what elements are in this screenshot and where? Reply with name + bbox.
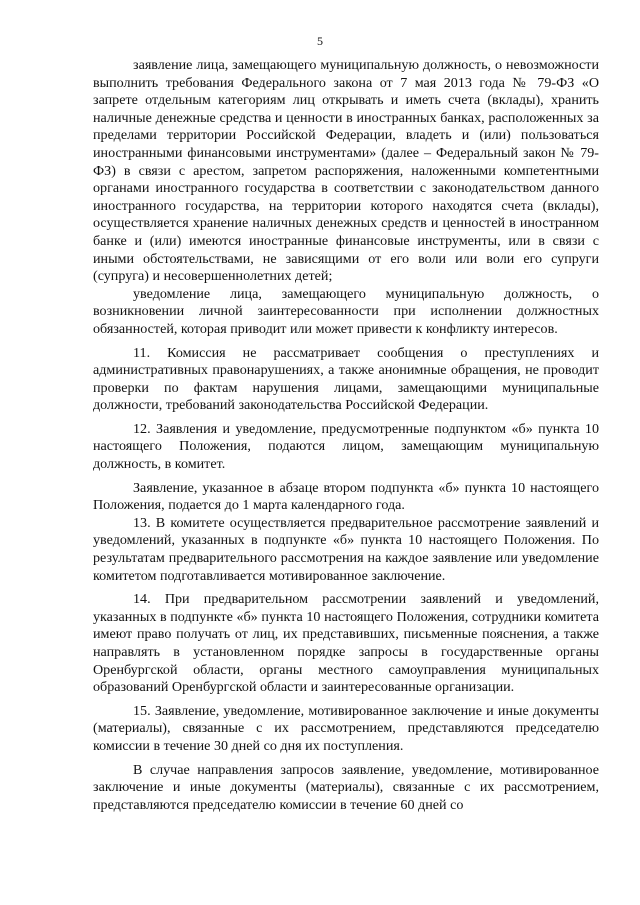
page-number: 5	[317, 34, 323, 48]
paragraph-uvedomlenie-konflikt: уведомление лица, замещающего муниципальную должность, о возникновении личной заинтересованности при исполнении должностных обязанностей, которая приводит или может привести к конфликту интересов.	[93, 285, 599, 337]
paragraph-item-12-deadline: Заявление, указанное в абзаце втором подпункта «б» пункта 10 настоящего Положения, подается до 1 марта календарного года.	[93, 479, 599, 514]
paragraph-item-15: 15. Заявление, уведомление, мотивированное заключение и иные документы (материалы), связанные с их рассмотрением, представляются председателю комиссии в течение 30 дней со дня их поступления.	[93, 702, 599, 754]
paragraph-item-14: 14. При предварительном рассмотрении заявлений и уведомлений, указанных в подпункте «б» пункта 10 настоящего Положения, сотрудники комитета имеют право получать от лиц, их представивших, письменные пояснения, а также направлять в установленном порядке запросы в государственные органы Оренбургской области, органы местного самоуправления муниципальных образований Оренбургской области и заинтересованные организации.	[93, 591, 599, 696]
document-body	[93, 57, 599, 814]
paragraph-item-13: 13. В комитете осуществляется предварительное рассмотрение заявлений и уведомлений, указанных в подпункте «б» пункта 10 настоящего Положения. По результатам предварительного рассмотрения на каждое заявление или уведомление комитетом подготавливается мотивированное заключение.	[93, 514, 599, 584]
paragraph-item-12: 12. Заявления и уведомление, предусмотренные подпунктом «б» пункта 10 настоящего Положения, подаются лицом, замещающим муниципальную должность, в комитет.	[93, 420, 599, 473]
paragraph-zayavlenie-79fz: заявление лица, замещающего муниципальную должность, о невозможности выполнить требования Федерального закона от 7 мая 2013 года № 79-ФЗ «О запрете отдельным категориям лиц открывать и иметь счета (вклады), хранить наличные денежные средства и ценности в иностранных банках, расположенных за пределами территории Российской Федерации, владеть и (или) пользоваться иностранными финансовыми инструментами» (далее – Федеральный закон № 79-ФЗ) в связи с арестом, запретом распоряжения, наложенными компетентными органами иностранного государства в соответствии с законодательством данного иностранного государства, на территории которого находятся счета (вклады), осуществляется хранение наличных денежных средств и ценностей в иностранном банке и (или) имеются иностранные финансовые инструменты, или в связи с иными обстоятельствами, не зависящими от его воли или воли его супруги (супруга) и несовершеннолетних детей;	[93, 57, 599, 285]
paragraph-item-15-requests: В случае направления запросов заявление, уведомление, мотивированное заключение и иные документы (материалы), связанные с их рассмотрением, представляются председателю комиссии в течение 60 дней со	[93, 761, 599, 813]
paragraph-item-11: 11. Комиссия не рассматривает сообщения о преступлениях и административных правонарушениях, а также анонимные обращения, не проводит проверки по фактам нарушения лицами, замещающими муниципальные должности, требований законодательства Российской Федерации.	[93, 344, 599, 414]
